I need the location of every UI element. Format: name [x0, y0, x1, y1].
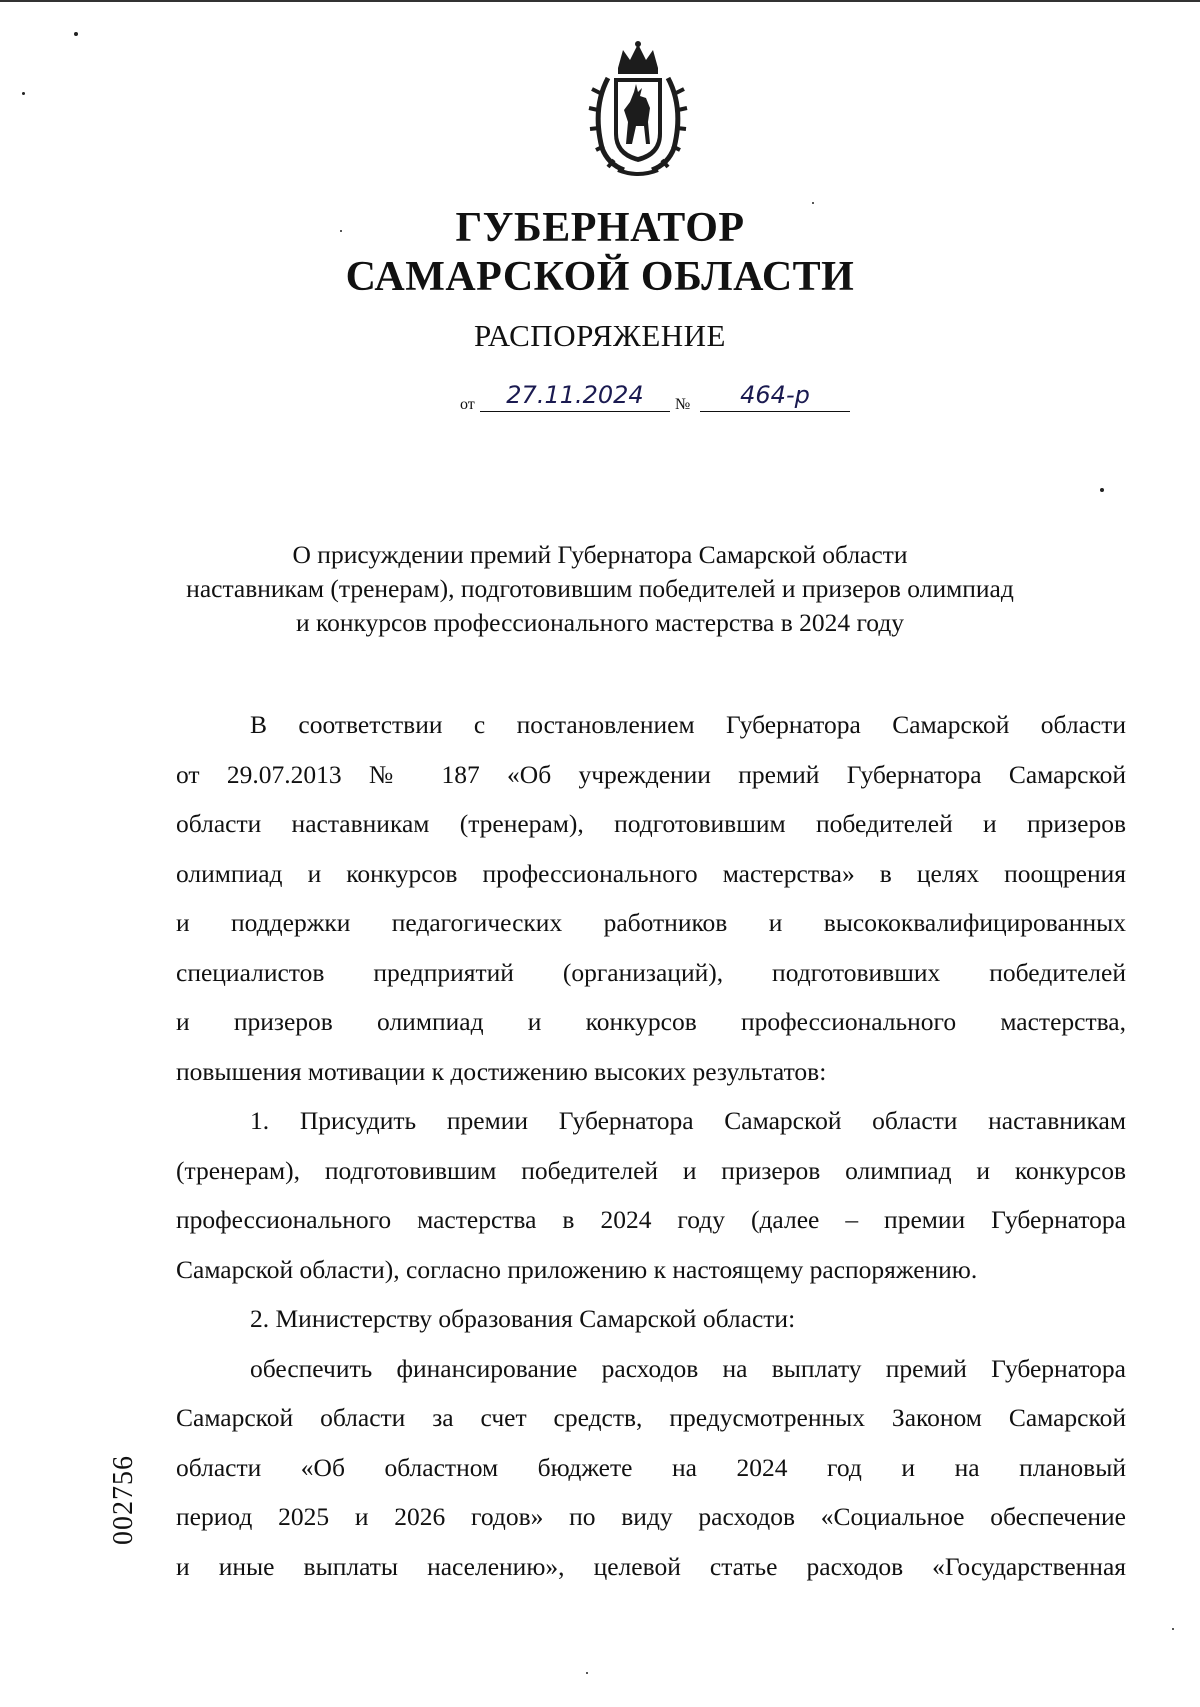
scan-speck	[586, 1672, 588, 1674]
body-line: 2. Министерству образования Самарской области:	[250, 1304, 796, 1333]
body-line: профессионального мастерства в 2024 году (далее – премии Губернатора	[176, 1205, 1126, 1234]
scan-speck	[1172, 1628, 1174, 1630]
number-value: 464-р	[700, 380, 850, 412]
body-line: области «Об областном бюджете на 2024 год и на плановый	[176, 1452, 1126, 1482]
scan-speck	[1100, 488, 1104, 492]
document-body	[176, 700, 1126, 1591]
document-subject	[0, 538, 1200, 640]
body-line: В соответствии с постановлением Губернатора Самарской области	[250, 710, 1126, 739]
scan-speck	[812, 202, 814, 204]
issuer-title: ГУБЕРНАТОР	[455, 205, 745, 251]
body-line: Самарской области за счет средств, предусмотренных Законом Самарской	[176, 1403, 1126, 1432]
scan-speck	[340, 230, 342, 232]
subject-line: наставникам (тренерам), подготовившим победителей и призеров олимпиад	[186, 574, 1014, 603]
body-line: обеспечить финансирование расходов на выплату премий Губернатора	[250, 1353, 1126, 1383]
scan-speck	[74, 32, 78, 36]
body-line: повышения мотивации к достижению высоких результатов:	[176, 1056, 827, 1086]
document-type: РАСПОРЯЖЕНИЕ	[474, 318, 726, 353]
body-line: 1. Присудить премии Губернатора Самарской области наставникам	[250, 1106, 1126, 1135]
side-registration-number	[104, 1440, 144, 1560]
date-value: 27.11.2024	[480, 380, 670, 412]
scan-edge-line	[0, 0, 1200, 2]
body-line: олимпиад и конкурсов профессионального мастерства» в целях поощрения	[176, 858, 1126, 888]
samara-oblast-coat-of-arms-icon	[578, 38, 698, 178]
body-line: период 2025 и 2026 годов» по виду расходов «Социальное обеспечение	[176, 1502, 1126, 1531]
body-line: от 29.07.2013 № 187 «Об учреждении премий Губернатора Самарской	[176, 759, 1126, 789]
issuer-region: САМАРСКОЙ ОБЛАСТИ	[345, 254, 855, 300]
body-line: и поддержки педагогических работников и высококвалифицированных	[176, 908, 1126, 937]
scan-speck	[22, 92, 25, 95]
body-line: области наставникам (тренерам), подготовившим победителей и призеров	[176, 809, 1126, 838]
body-line: и иные выплаты населению», целевой статье расходов «Государственная	[176, 1551, 1126, 1581]
body-line: (тренерам), подготовившим победителей и призеров олимпиад и конкурсов	[176, 1155, 1126, 1185]
subject-line: и конкурсов профессионального мастерства в 2024 году	[295, 608, 905, 637]
body-line: специалистов предприятий (организаций), подготовивших победителей	[176, 957, 1126, 987]
body-line: Самарской области), согласно приложению к настоящему распоряжению.	[176, 1254, 978, 1284]
date-prefix: от	[460, 396, 475, 413]
body-line: и призеров олимпиад и конкурсов профессионального мастерства,	[176, 1007, 1126, 1036]
date-number-line	[460, 380, 860, 416]
subject-line: О присуждении премий Губернатора Самарской области	[292, 540, 908, 569]
number-prefix: №	[675, 396, 691, 413]
side-number-text: 002756	[108, 1455, 139, 1545]
